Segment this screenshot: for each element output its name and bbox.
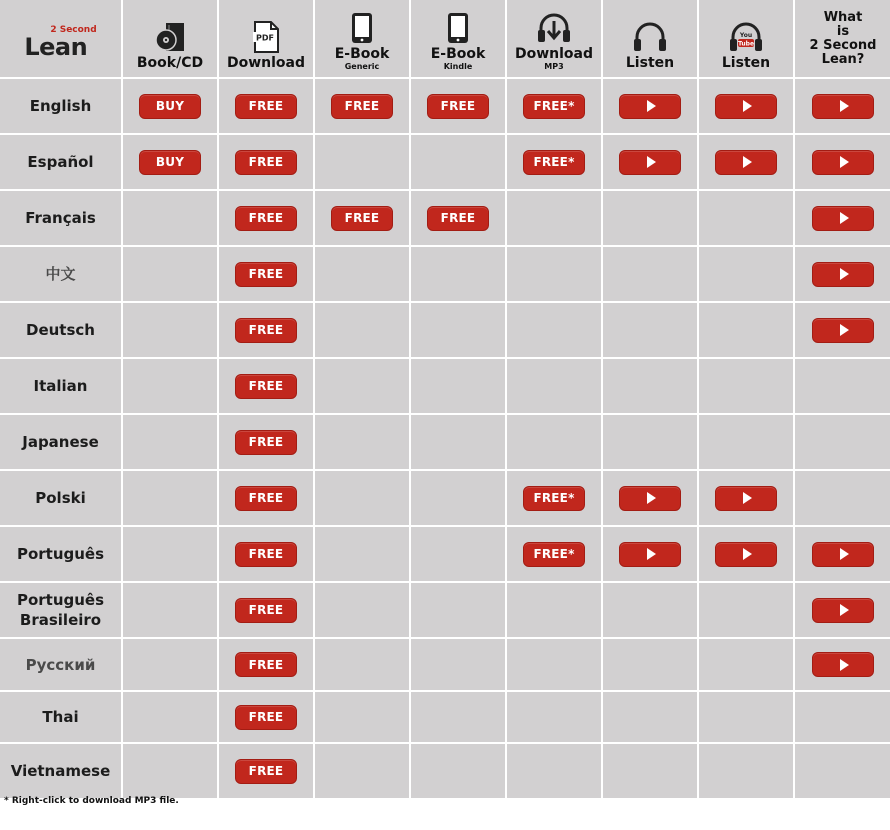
- language-name: Français: [25, 209, 96, 227]
- row-russian-label: [0, 639, 121, 690]
- logo-big-text: Lean: [24, 32, 88, 61]
- header-ebook-kindle: [411, 0, 505, 77]
- header-book-cd-title: Book/CD: [136, 55, 204, 71]
- header-what-line-3: 2 Second: [809, 37, 877, 53]
- row-polski-label: [0, 471, 121, 525]
- header-what-line-1: What: [823, 9, 863, 25]
- portugues-brasileiro-pdf-free-button[interactable]: FREE: [235, 598, 297, 623]
- footnote: * Right-click to download MP3 file.: [4, 796, 179, 806]
- chinese-what-is-play-button[interactable]: [812, 262, 874, 287]
- portugues-mp3-free-button[interactable]: FREE*: [523, 542, 585, 567]
- polski-pdf-free-button[interactable]: FREE: [235, 486, 297, 511]
- header-book-cd: [123, 0, 217, 77]
- row-thai-label: [0, 692, 121, 742]
- thai-pdf-free-button[interactable]: FREE: [235, 705, 297, 730]
- language-name-line-2: Brasileiro: [19, 611, 102, 629]
- row-deutsch-label: [0, 303, 121, 357]
- headphones-download-icon: [536, 12, 572, 44]
- pdf-icon-label: PDF: [256, 33, 274, 43]
- english-what-is-play-button[interactable]: [812, 94, 874, 119]
- row-portugues-label: [0, 527, 121, 581]
- francais-what-is-play-button[interactable]: [812, 206, 874, 231]
- english-ebook-kindle-free-button[interactable]: FREE: [427, 94, 489, 119]
- english-ebook-generic-free-button[interactable]: FREE: [331, 94, 393, 119]
- tablet-icon: [446, 12, 470, 44]
- polski-mp3-free-button[interactable]: FREE*: [523, 486, 585, 511]
- russian-pdf-free-button[interactable]: FREE: [235, 652, 297, 677]
- deutsch-pdf-free-button[interactable]: FREE: [235, 318, 297, 343]
- language-name: Japanese: [22, 433, 99, 451]
- japanese-pdf-free-button[interactable]: FREE: [235, 430, 297, 455]
- portugues-listen-play-button[interactable]: [619, 542, 681, 567]
- header-ebook-kindle-sub: Kindle: [443, 62, 473, 71]
- italian-pdf-free-button[interactable]: FREE: [235, 374, 297, 399]
- espanol-mp3-free-button[interactable]: FREE*: [523, 150, 585, 175]
- language-name: English: [29, 97, 92, 115]
- francais-ebook-generic-free-button[interactable]: FREE: [331, 206, 393, 231]
- chinese-pdf-free-button[interactable]: FREE: [235, 262, 297, 287]
- header-download-pdf-title: Download: [226, 55, 306, 71]
- row-francais-label: [0, 191, 121, 245]
- header-what-line-2: is: [836, 23, 850, 39]
- espanol-listen-play-button[interactable]: [619, 150, 681, 175]
- row-portugues-brasileiro-label: [0, 583, 121, 637]
- english-listen-play-button[interactable]: [619, 94, 681, 119]
- headphones-icon: [632, 21, 668, 53]
- language-name: Polski: [35, 489, 86, 507]
- youtube-tube-text: Tube: [737, 40, 755, 48]
- language-name: Vietnamese: [10, 762, 111, 780]
- language-name-line-1: Português: [16, 591, 105, 609]
- header-listen: [603, 0, 697, 77]
- header-download-mp3-sub: MP3: [544, 62, 564, 71]
- english-pdf-free-button[interactable]: FREE: [235, 94, 297, 119]
- english-mp3-free-button[interactable]: FREE*: [523, 94, 585, 119]
- language-name: Español: [27, 153, 94, 171]
- espanol-pdf-free-button[interactable]: FREE: [235, 150, 297, 175]
- russian-what-is-play-button[interactable]: [812, 652, 874, 677]
- header-download-pdf: [219, 0, 313, 77]
- youtube-you-text: You: [739, 32, 753, 39]
- vietnamese-pdf-free-button[interactable]: FREE: [235, 759, 297, 784]
- language-name: 中文: [45, 265, 76, 283]
- row-chinese-label: [0, 247, 121, 301]
- header-what-line-4: Lean?: [821, 51, 865, 67]
- language-name: Русский: [25, 655, 96, 674]
- english-youtube-play-button[interactable]: [715, 94, 777, 119]
- header-ebook-kindle-title: E-Book: [430, 46, 486, 62]
- row-vietnamese-label: [0, 744, 121, 798]
- espanol-what-is-play-button[interactable]: [812, 150, 874, 175]
- headphones-youtube-icon: [728, 21, 764, 53]
- polski-listen-play-button[interactable]: [619, 486, 681, 511]
- language-name: Deutsch: [26, 321, 95, 339]
- francais-pdf-free-button[interactable]: FREE: [235, 206, 297, 231]
- polski-youtube-play-button[interactable]: [715, 486, 777, 511]
- language-name: Português: [16, 545, 105, 563]
- header-ebook-generic-sub: Generic: [344, 62, 380, 71]
- francais-ebook-kindle-free-button[interactable]: FREE: [427, 206, 489, 231]
- logo-small-text: 2 Second: [50, 24, 97, 35]
- espanol-buy-button[interactable]: BUY: [139, 150, 201, 175]
- portugues-pdf-free-button[interactable]: FREE: [235, 542, 297, 567]
- language-name: Italian: [33, 377, 88, 395]
- row-english-label: [0, 79, 121, 133]
- header-what-is: [795, 0, 890, 77]
- book-cd-icon: [152, 21, 188, 53]
- tablet-icon: [350, 12, 374, 44]
- espanol-youtube-play-button[interactable]: [715, 150, 777, 175]
- language-name: Thai: [42, 708, 79, 726]
- row-espanol-label: [0, 135, 121, 189]
- deutsch-what-is-play-button[interactable]: [812, 318, 874, 343]
- portugues-what-is-play-button[interactable]: [812, 542, 874, 567]
- header-listen-youtube-title: Listen: [721, 55, 771, 71]
- row-japanese-label: [0, 415, 121, 469]
- english-buy-button[interactable]: BUY: [139, 94, 201, 119]
- logo: [24, 25, 96, 59]
- header-listen-youtube: [699, 0, 793, 77]
- portugues-brasileiro-what-is-play-button[interactable]: [812, 598, 874, 623]
- portugues-youtube-play-button[interactable]: [715, 542, 777, 567]
- header-listen-title: Listen: [625, 55, 675, 71]
- header-ebook-generic-title: E-Book: [334, 46, 390, 62]
- header-download-mp3-title: Download: [514, 46, 594, 62]
- header-ebook-generic: [315, 0, 409, 77]
- logo-cell: [0, 0, 121, 77]
- header-download-mp3: [507, 0, 601, 77]
- row-italian-label: [0, 359, 121, 413]
- pdf-file-icon: [252, 21, 280, 53]
